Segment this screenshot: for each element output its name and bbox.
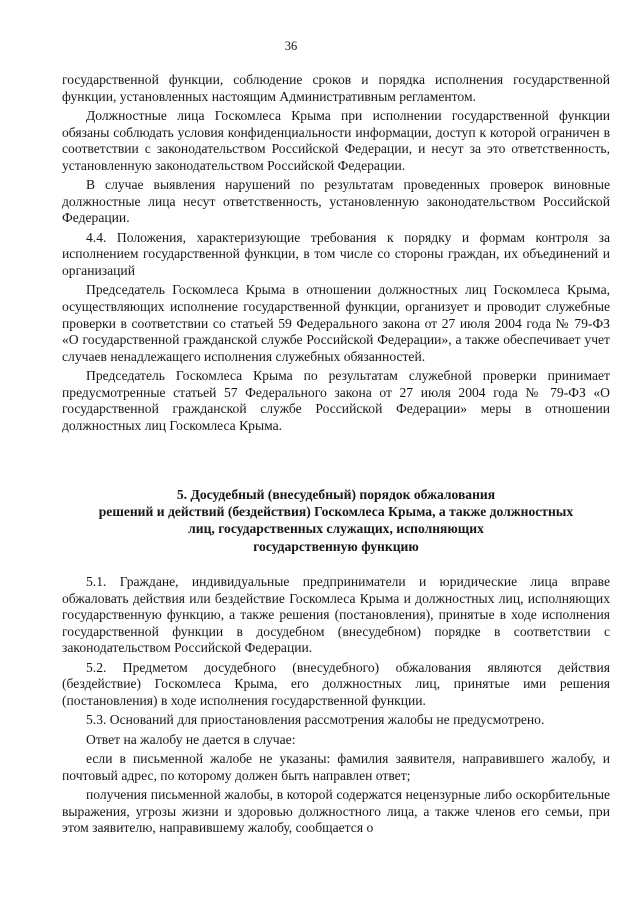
paragraph: Председатель Госкомлеса Крыма в отношении должностных лиц Госкомлеса Крыма, осуществляющих исполнение государственной функции, организует и проводит служебные проверки в соответствии со статьей 59 Федерального закона от 27 июля 2004 года № 79-ФЗ «О государственной гражданской службе Российской Федерации», а также обеспечивает учет случаев ненадлежащего исполнения служебных обязанностей. [62,282,610,364]
document-body-section [62,574,610,840]
paragraph: Председатель Госкомлеса Крыма по результатам служебной проверки принимает предусмотренные статьей 57 Федерального закона от 27 июля 2004 года № 79-ФЗ «О государственной гражданской службе Российской Федерации» меры в отношении должностных лиц Госкомлеса Крыма. [62,368,610,433]
section-heading-line: государственную функцию [253,538,419,554]
paragraph: 5.2. Предметом досудебного (внесудебного) обжалования являются действия (бездействие) Госкомлеса Крыма, его должностных лиц, принятые ими решения (постановления) в ходе исполнения государственной функции. [62,659,610,708]
section-heading [62,486,610,555]
document-body-top [62,72,610,437]
section-heading-line: 5. Досудебный (внесудебный) порядок обжалования [176,487,496,502]
page-number: 36 [284,39,298,53]
paragraph: 4.4. Положения, характеризующие требования к порядку и формам контроля за исполнением государственной функции, в том числе со стороны граждан, их объединений и организаций [62,229,610,278]
paragraph: Должностные лица Госкомлеса Крыма при исполнении государственной функции обязаны соблюдать условия конфиденциальности информации, доступ к которой ограничен в соответствии с законодательством Российской Федерации, и несут за это ответственность, установленную законодательством Российской Федерации. [62,107,610,173]
paragraph: получения письменной жалобы, в которой содержатся нецензурные либо оскорбительные выражения, угрозы жизни и здоровью должностного лица, а также членов его семьи, при этом заявителю, направившему жалобу, сообщается о [62,787,610,836]
paragraph: 5.3. Оснований для приостановления рассмотрения жалобы не предусмотрено. [86,712,545,728]
section-heading-line: решений и действий (бездействия) Госкомлеса Крыма, а также должностных [98,504,574,520]
section-heading-line: лиц, государственных служащих, исполняющих [188,521,484,537]
paragraph: если в письменной жалобе не указаны: фамилия заявителя, направившего жалобу, и почтовый адрес, по которому должен быть направлен ответ; [62,751,610,783]
paragraph: государственной функции, соблюдение сроков и порядка исполнения государственной функции, установленных настоящим Административным регламентом. [62,72,610,104]
paragraph: Ответ на жалобу не дается в случае: [86,731,296,747]
paragraph: В случае выявления нарушений по результатам проведенных проверок виновные должностные лица несут ответственность, установленную законодательством Российской Федерации. [62,177,610,226]
paragraph: 5.1. Граждане, индивидуальные предприниматели и юридические лица вправе обжаловать действия или бездействие Госкомлеса Крыма и должностных лиц, исполняющих государственную функцию, а также решения (постановления), принятые в ходе исполнения государственной функции в досудебном (внесудебном) порядке в соответствии с законодательством Российской Федерации. [62,574,610,656]
